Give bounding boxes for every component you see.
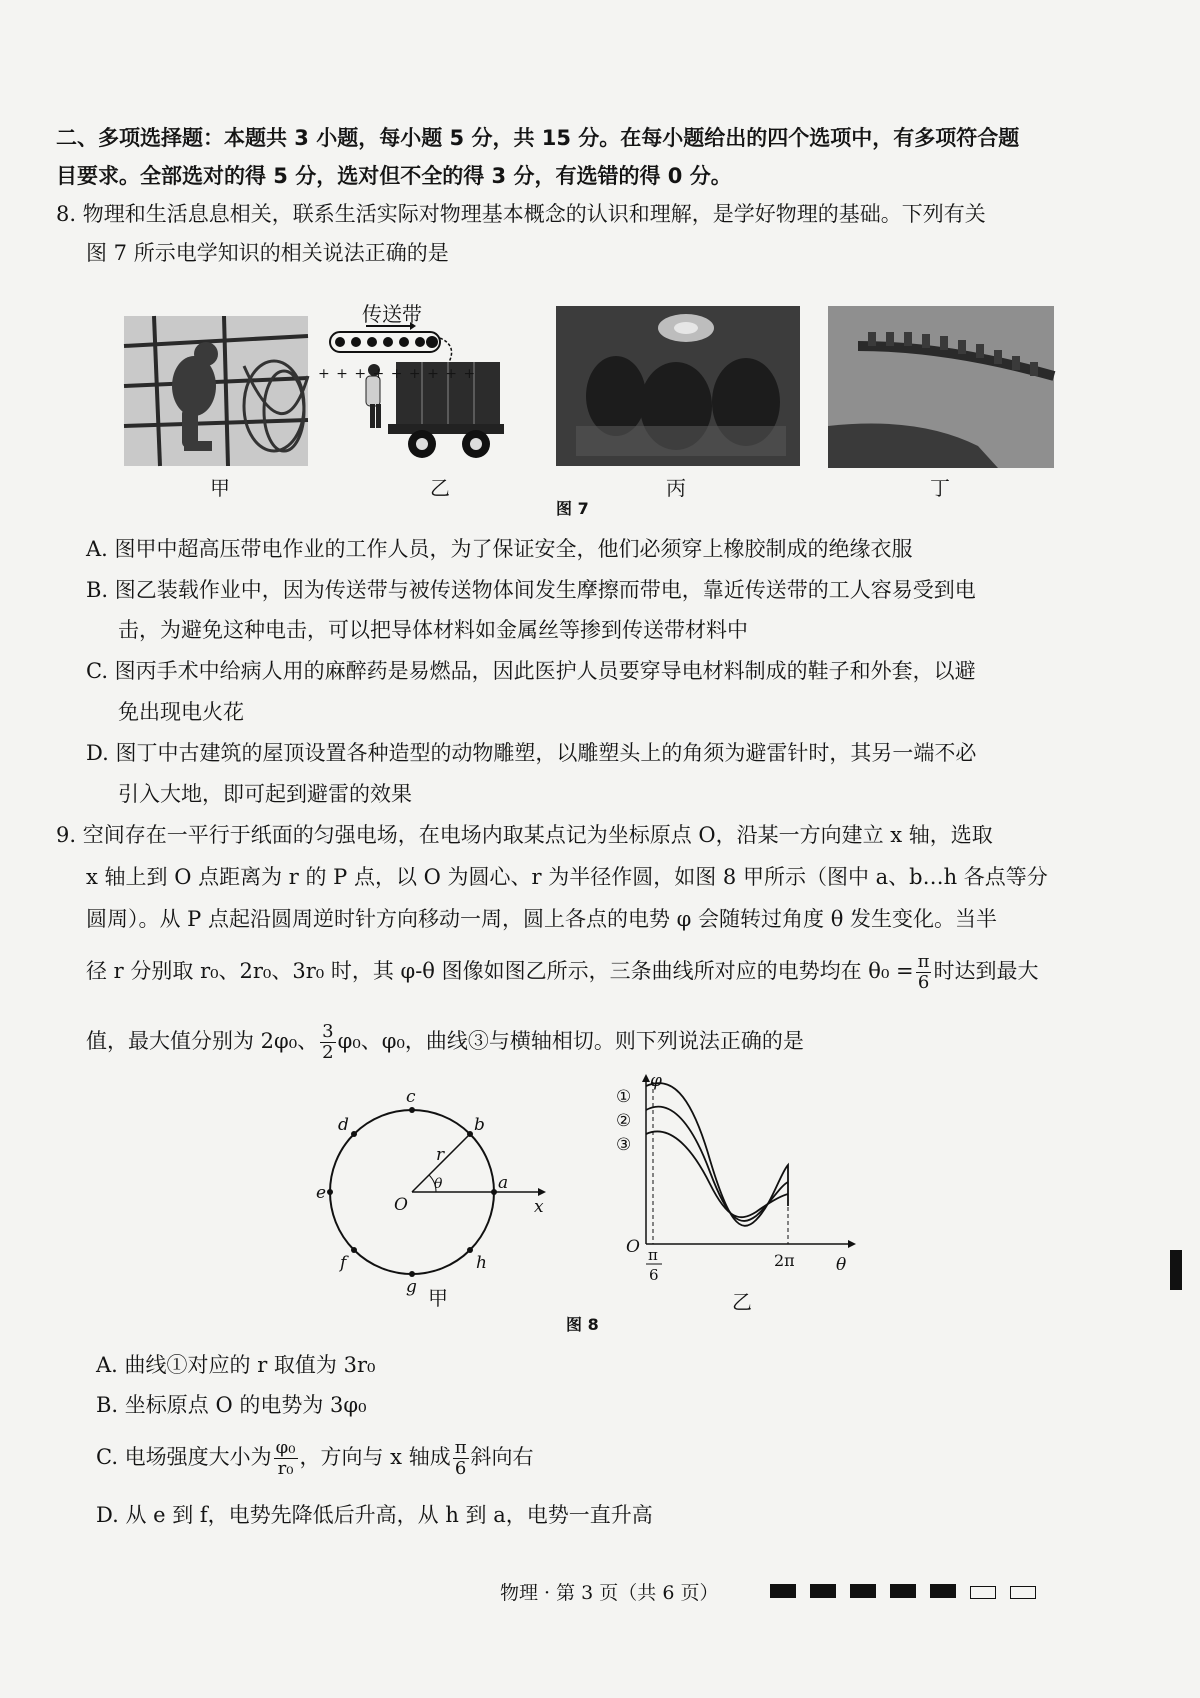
x-axis-arrow <box>538 1188 546 1196</box>
phi-axis-arrow <box>642 1074 650 1082</box>
marker-block <box>890 1584 916 1598</box>
phi-axis-label: φ <box>650 1071 662 1091</box>
charge-plus-signs: + + + + + + + + + <box>318 366 477 382</box>
figure7-photo-ding <box>828 306 1054 468</box>
fraction-3-over-2: $\frac{3}{2}$ <box>322 1021 334 1063</box>
figure7-photo-jia <box>124 316 308 466</box>
q9-option-d: D. 从 e 到 f，电势先降低后升高，从 h 到 a，电势一直升高 <box>96 1503 653 1527</box>
curve-label-1: ① <box>616 1087 632 1107</box>
point-h <box>467 1247 473 1253</box>
label-h: h <box>476 1253 487 1273</box>
q9-stem-line1: 9. 空间存在一平行于纸面的匀强电场，在电场内取某点记为坐标原点 O，沿某一方向建立 x 轴，选取 <box>56 823 993 847</box>
label-origin: O <box>394 1195 408 1215</box>
theta-axis-label: θ <box>836 1255 847 1275</box>
caption-figure8-jia: 甲 <box>428 1286 448 1310</box>
point-a <box>491 1189 497 1195</box>
caption-jia: 甲 <box>210 476 230 500</box>
q8-option-c-line1: C. 图丙手术中给病人用的麻醉药是易燃品，因此医护人员要穿导电材料制成的鞋子和外套，以避 <box>86 659 976 683</box>
q8-option-c-line2: 免出现电火花 <box>118 700 244 724</box>
point-f <box>351 1247 357 1253</box>
label-c: c <box>406 1087 416 1107</box>
point-c <box>409 1107 415 1113</box>
origin-label: O <box>626 1237 640 1257</box>
label-g: g <box>406 1277 417 1297</box>
q8-stem-line2: 图 7 所示电学知识的相关说法正确的是 <box>86 241 449 265</box>
curve-label-3: ③ <box>616 1135 632 1155</box>
q9-stem-line4 <box>86 952 1038 993</box>
point-e <box>327 1189 333 1195</box>
label-f: f <box>340 1253 347 1273</box>
q9-option-c-text: C. 电场强度大小为 <box>96 1445 272 1469</box>
section-header-line1: 二、多项选择题：本题共 3 小题，每小题 5 分，共 15 分。在每小题给出的四个选项中，有多项符合题 <box>56 126 1020 150</box>
ancient-roof-image <box>828 306 1054 468</box>
q8-option-d-line1: D. 图丁中古建筑的屋顶设置各种造型的动物雕塑，以雕塑头上的角须为避雷针时，其另一端不必 <box>86 741 977 765</box>
curve-label-2: ② <box>616 1111 632 1131</box>
marker-block <box>810 1584 836 1598</box>
point-d <box>351 1131 357 1137</box>
point-b <box>467 1131 473 1137</box>
q9-option-a: A. 曲线①对应的 r 取值为 3r₀ <box>96 1353 376 1377</box>
q9-stem-line4-text: 径 r 分别取 r₀、2r₀、3r₀ 时，其 φ-θ 图像如图乙所示，三条曲线所对应的电势均在 θ₀ = <box>86 959 914 983</box>
q9-stem-line5 <box>86 1022 804 1063</box>
label-radius: r <box>436 1145 445 1165</box>
theta-axis-arrow <box>848 1240 856 1248</box>
marker-block <box>850 1584 876 1598</box>
fraction-pi-over-6-option: $\frac{\pi}{6}$ <box>454 1437 467 1479</box>
label-x-axis: x <box>534 1197 544 1217</box>
q9-stem-line5-text: 值，最大值分别为 2φ₀、 <box>86 1029 319 1053</box>
q9-stem-line5-tail: φ₀、φ₀，曲线③与横轴相切。则下列说法正确的是 <box>337 1029 804 1053</box>
q8-option-b-line1: B. 图乙装载作业中，因为传送带与被传送物体间发生摩擦而带电，靠近传送带的工人容易受到电 <box>86 578 976 602</box>
figure8-phi-theta-graph <box>610 1070 870 1290</box>
marker-block <box>770 1584 796 1598</box>
label-b: b <box>474 1115 485 1135</box>
tick-6: 6 <box>649 1266 659 1284</box>
marker-block-hollow <box>1010 1586 1036 1599</box>
q9-stem-line4-tail: 时达到最大 <box>933 959 1039 983</box>
surgery-room-image <box>556 306 800 466</box>
q8-option-d-line2: 引入大地，即可起到避雷的效果 <box>118 782 412 806</box>
curve-3 <box>646 1131 788 1217</box>
q9-stem-line2: x 轴上到 O 点距离为 r 的 P 点，以 O 为圆心、r 为半径作圆，如图 8 甲所示（图中 a、b…h 各点等分 <box>86 865 1048 889</box>
q8-stem-line1: 8. 物理和生活息息相关，联系生活实际对物理基本概念的认识和理解，是学好物理的基础。下列有关 <box>56 202 986 226</box>
edge-mark <box>1170 1250 1182 1290</box>
label-e: e <box>316 1183 327 1203</box>
label-d: d <box>338 1115 349 1135</box>
belt-label: 传送带 <box>362 302 422 326</box>
q9-option-c <box>96 1438 534 1479</box>
marker-block-hollow <box>970 1586 996 1599</box>
fraction-pi-over-6: $\frac{\pi}{6}$ <box>917 951 930 993</box>
figure8-label: 图 8 <box>566 1315 599 1334</box>
figure7-photo-yi <box>318 298 506 468</box>
section-header-line2: 目要求。全部选对的得 5 分，选对但不全的得 3 分，有选错的得 0 分。 <box>56 164 732 188</box>
q8-option-b-line2: 击，为避免这种电击，可以把导体材料如金属丝等掺到传送带材料中 <box>118 618 748 642</box>
tick-2pi: 2π <box>774 1251 795 1270</box>
label-theta: θ <box>434 1176 443 1192</box>
marker-block <box>930 1584 956 1598</box>
label-a: a <box>498 1173 509 1193</box>
power-line-worker-image <box>124 316 308 466</box>
caption-yi: 乙 <box>430 476 450 500</box>
footer-page-info: 物理 · 第 3 页（共 6 页） <box>500 1582 719 1604</box>
q8-option-a: A. 图甲中超高压带电作业的工作人员，为了保证安全，他们必须穿上橡胶制成的绝缘衣服 <box>86 537 913 561</box>
figure7-photo-bing <box>556 306 800 466</box>
caption-bing: 丙 <box>666 476 686 500</box>
tick-pi: π <box>648 1246 658 1264</box>
caption-figure8-yi: 乙 <box>732 1290 752 1314</box>
caption-ding: 丁 <box>930 476 950 500</box>
figure7-label: 图 7 <box>556 499 589 518</box>
q9-option-b: B. 坐标原点 O 的电势为 3φ₀ <box>96 1393 367 1417</box>
figure8-circle-diagram <box>318 1080 558 1300</box>
fraction-phi0-over-r0: $\frac{\text{φ₀}}{\text{r₀}}$ <box>275 1437 296 1479</box>
q9-option-c-tail: 斜向右 <box>470 1445 534 1469</box>
q9-option-c-middle: ，方向与 x 轴成 <box>299 1445 451 1469</box>
q9-stem-line3: 圆周）。从 P 点起沿圆周逆时针方向移动一周，圆上各点的电势 φ 会随转过角度 θ 发生变化。当半 <box>86 907 998 931</box>
